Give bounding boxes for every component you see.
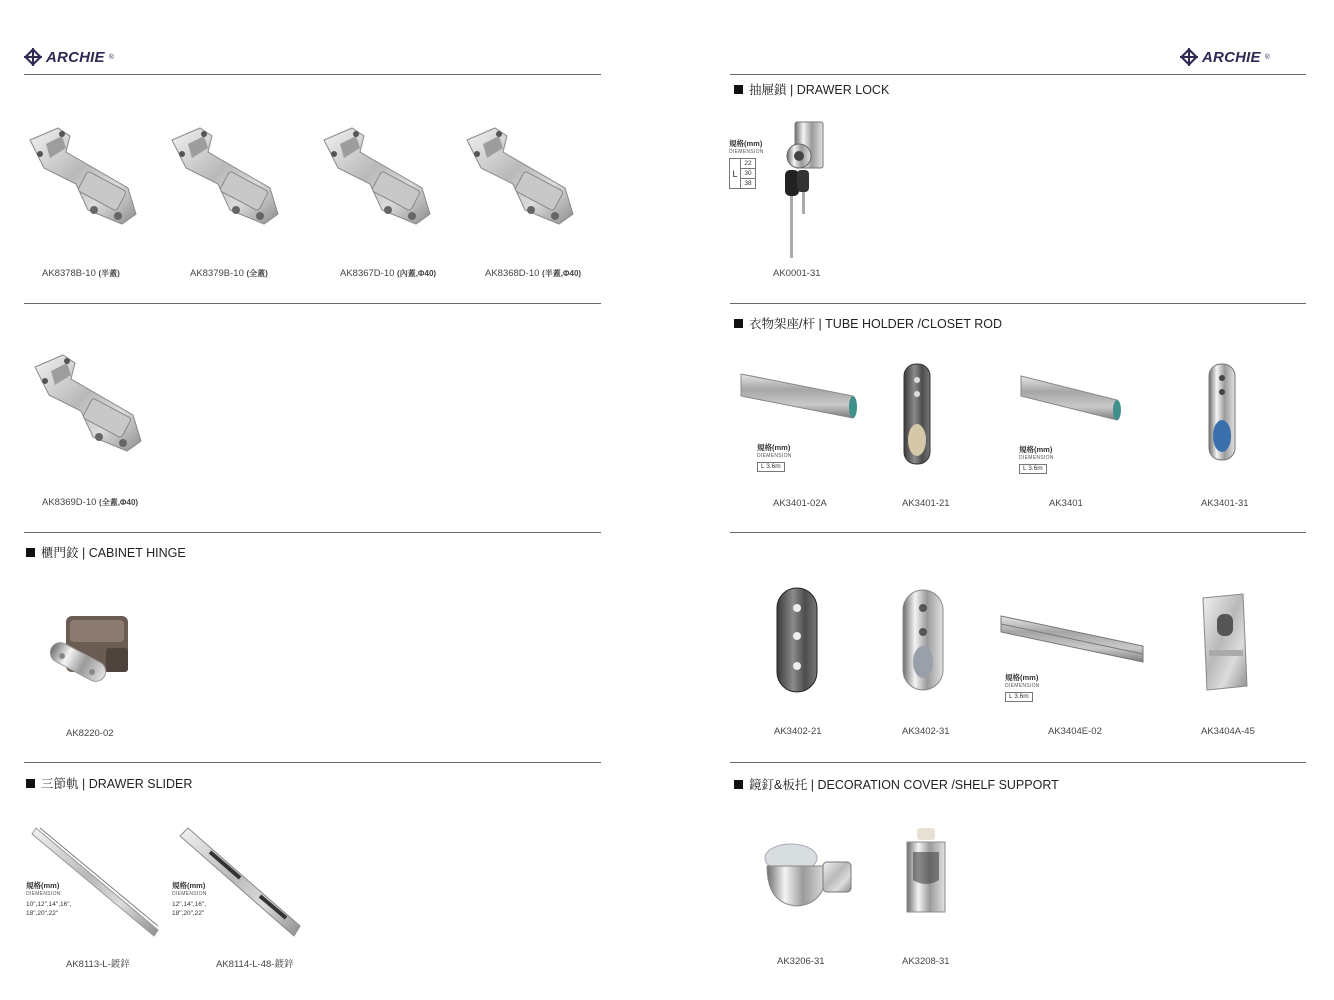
product-code: AK8367D-10 (內蓋,Φ40) [340,268,437,279]
divider [24,303,601,304]
tube-holder-image [892,360,942,470]
bullet-square-icon [734,780,743,789]
tube-holder-image [1197,360,1247,470]
dimension-spec: 規格(mm) DIEMENSION L 3.6m [757,443,792,470]
archie-logo-icon [24,48,42,66]
product-code: AK3402-21 [774,726,822,737]
dimension-spec: 規格(mm) DIEMENSION 12",14",16", 18",20",22" [172,881,207,917]
hinge-image [18,345,158,465]
closet-rod-image [739,370,859,430]
bullet-square-icon [26,548,35,557]
dimension-spec: 規格(mm) DIEMENSION L 22 30 38 [729,139,764,187]
divider [24,762,601,763]
product-code: AK3206-31 [777,956,825,967]
divider [730,762,1306,763]
closet-rod-image [1019,372,1123,432]
rod-flange-image [767,586,827,696]
product-code: AK3401-02A [773,498,827,509]
brand-logo [24,48,114,66]
divider [24,532,601,533]
brand-logo [1180,48,1270,66]
product-code: AK8369D-10 (全蓋,Φ40) [42,497,139,508]
section-title-decoration-cover: 鏡釘&板托 | DECORATION COVER /SHELF SUPPORT [734,775,1059,793]
shelf-support-image [899,826,955,918]
bullet-square-icon [734,85,743,94]
product-code: AK3208-31 [902,956,950,967]
dimension-spec: 規格(mm) DIEMENSION 10",12",14",16", 18",20",22" [26,881,72,917]
divider [730,74,1306,75]
product-code: AK3401-21 [902,498,950,509]
section-title-drawer-lock: 抽屜鎖 | DRAWER LOCK [734,80,889,98]
right-page [667,0,1334,1000]
product-code: AK3402-31 [902,726,950,737]
hinge-image [312,118,442,238]
magnetic-catch-image [46,608,141,698]
brand-name: ARCHIE [1202,48,1261,66]
section-title-cabinet-hinge: 櫃門鉸 | CABINET HINGE [26,543,186,561]
product-code: AK8114-L-48-鍍鋅 [216,959,294,970]
product-code: AK8379B-10 (全蓋) [190,268,268,279]
brand-name: ARCHIE [46,48,105,66]
brand-reg-mark: ® [108,53,114,61]
drawer-lock-image [773,116,833,264]
product-code: AK3404A-45 [1201,726,1255,737]
divider [730,532,1306,533]
hinge-image [160,118,290,238]
hinge-image [18,118,148,238]
product-code: AK3401-31 [1201,498,1249,509]
hinge-image [455,118,585,238]
divider [24,74,601,75]
section-title-drawer-slider: 三節軌 | DRAWER SLIDER [26,774,192,792]
bullet-square-icon [26,779,35,788]
product-code: AK8378B-10 (半蓋) [42,268,120,279]
bullet-square-icon [734,319,743,328]
product-code: AK8220-02 [66,728,114,739]
section-title-tube-holder: 衣物架座/杆 | TUBE HOLDER /CLOSET ROD [734,314,1002,332]
product-code: AK8113-L-鍍鋅 [66,959,130,970]
product-code: AK0001-31 [773,268,821,279]
product-code: AK3401 [1049,498,1083,509]
divider [730,303,1306,304]
archie-logo-icon [1180,48,1198,66]
product-code: AK8368D-10 (半蓋,Φ40) [485,268,582,279]
rod-flange-image [895,588,951,692]
closet-rod-image [999,612,1149,672]
dimension-spec: 規格(mm) DIEMENSION L 3.6m [1019,445,1054,472]
tube-holder-image [1199,590,1251,694]
brand-reg-mark: ® [1264,53,1270,61]
dimension-spec: 規格(mm) DIEMENSION L 3.6m [1005,673,1040,700]
product-code: AK3404E-02 [1048,726,1102,737]
shelf-support-image [757,832,857,912]
